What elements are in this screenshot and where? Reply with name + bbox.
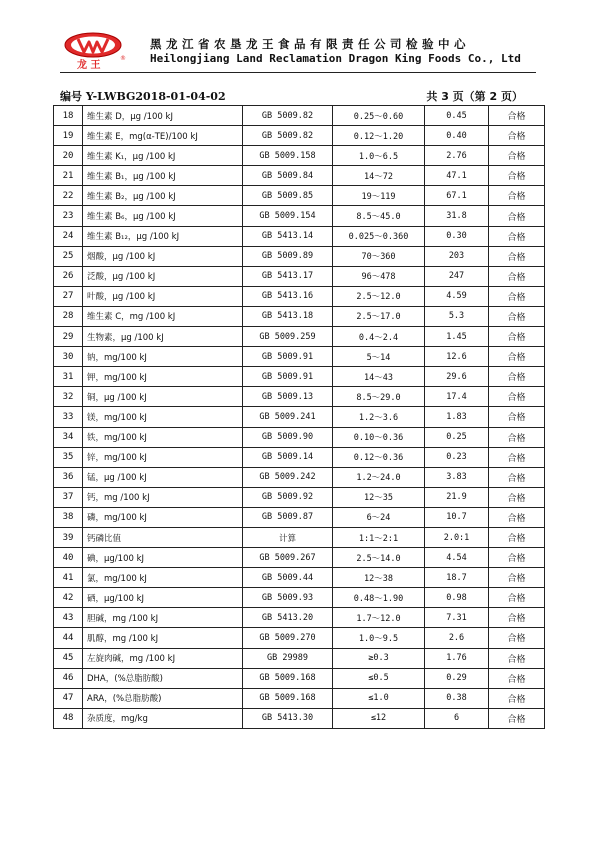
row-number: 46: [54, 668, 83, 688]
row-number: 45: [54, 648, 83, 668]
test-standard: GB 5009.154: [243, 206, 333, 226]
row-number: 40: [54, 548, 83, 568]
test-result: 17.4: [425, 387, 489, 407]
row-number: 19: [54, 126, 83, 146]
standard-requirement: 1.0～6.5: [333, 146, 425, 166]
table-row: [54, 588, 545, 608]
row-number: 26: [54, 266, 83, 286]
test-result: 18.7: [425, 568, 489, 588]
table-row: [54, 166, 545, 186]
test-standard: GB 5009.14: [243, 447, 333, 467]
table-row: [54, 688, 545, 708]
test-results-body: [54, 106, 545, 729]
table-row: [54, 306, 545, 326]
test-item: 钙磷比值: [83, 527, 243, 547]
row-number: 20: [54, 146, 83, 166]
table-row: [54, 527, 545, 547]
test-result: 0.45: [425, 106, 489, 126]
row-number: 29: [54, 327, 83, 347]
document-number: 编号 Y-LWBG2018-01-04-02: [60, 90, 226, 103]
test-standard: GB 5009.87: [243, 507, 333, 527]
test-standard: GB 5413.30: [243, 708, 333, 728]
test-standard: GB 5009.93: [243, 588, 333, 608]
org-name-en: Heilongjiang Land Reclamation Dragon King Foods Co., Ltd: [150, 52, 521, 65]
test-item: 磷，mg/100 kJ: [83, 507, 243, 527]
table-row: [54, 467, 545, 487]
standard-requirement: 70～360: [333, 246, 425, 266]
table-row: [54, 186, 545, 206]
standard-requirement: ≤1.0: [333, 688, 425, 708]
conclusion: 合格: [489, 527, 545, 547]
standard-requirement: 5～14: [333, 347, 425, 367]
page-info: 共 3 页（第 2 页）: [426, 90, 523, 103]
row-number: 43: [54, 608, 83, 628]
company-logo: [60, 30, 130, 70]
test-standard: GB 5009.267: [243, 548, 333, 568]
test-item: DHA，(%总脂肪酸): [83, 668, 243, 688]
test-standard: GB 5009.91: [243, 347, 333, 367]
row-number: 32: [54, 387, 83, 407]
conclusion: 合格: [489, 427, 545, 447]
row-number: 44: [54, 628, 83, 648]
row-number: 21: [54, 166, 83, 186]
test-result: 0.98: [425, 588, 489, 608]
test-result: 0.23: [425, 447, 489, 467]
test-item: 生物素，μg /100 kJ: [83, 327, 243, 347]
test-result: 47.1: [425, 166, 489, 186]
test-standard: GB 5413.14: [243, 226, 333, 246]
test-standard: GB 5009.158: [243, 146, 333, 166]
test-result: 4.59: [425, 286, 489, 306]
test-item: 维生素 E，mg(α-TE)/100 kJ: [83, 126, 243, 146]
test-standard: GB 5009.242: [243, 467, 333, 487]
row-number: 37: [54, 487, 83, 507]
conclusion: 合格: [489, 186, 545, 206]
test-standard: GB 5009.13: [243, 387, 333, 407]
test-item: 锌，mg/100 kJ: [83, 447, 243, 467]
table-row: [54, 226, 545, 246]
conclusion: 合格: [489, 306, 545, 326]
standard-requirement: 12～38: [333, 568, 425, 588]
conclusion: 合格: [489, 447, 545, 467]
test-result: 2.76: [425, 146, 489, 166]
table-row: [54, 106, 545, 126]
test-result: 5.3: [425, 306, 489, 326]
standard-requirement: 1.2～3.6: [333, 407, 425, 427]
conclusion: 合格: [489, 487, 545, 507]
table-row: [54, 206, 545, 226]
table-row: [54, 487, 545, 507]
test-item: 钾，mg/100 kJ: [83, 367, 243, 387]
standard-requirement: ≥0.3: [333, 648, 425, 668]
test-item: 肌醇，mg /100 kJ: [83, 628, 243, 648]
table-row: [54, 568, 545, 588]
test-result: 1.83: [425, 407, 489, 427]
test-result: 12.6: [425, 347, 489, 367]
logo-text: 龙 王: [77, 60, 101, 70]
standard-requirement: 6～24: [333, 507, 425, 527]
conclusion: 合格: [489, 407, 545, 427]
table-row: [54, 427, 545, 447]
row-number: 42: [54, 588, 83, 608]
standard-requirement: ≤0.5: [333, 668, 425, 688]
test-item: 泛酸，μg /100 kJ: [83, 266, 243, 286]
conclusion: 合格: [489, 367, 545, 387]
conclusion: 合格: [489, 327, 545, 347]
standard-requirement: 8.5～29.0: [333, 387, 425, 407]
standard-requirement: 2.5～17.0: [333, 306, 425, 326]
conclusion: 合格: [489, 126, 545, 146]
standard-requirement: 1:1～2:1: [333, 527, 425, 547]
standard-requirement: 0.10～0.36: [333, 427, 425, 447]
test-item: 锰，μg /100 kJ: [83, 467, 243, 487]
table-row: [54, 246, 545, 266]
conclusion: 合格: [489, 106, 545, 126]
test-result: 1.76: [425, 648, 489, 668]
standard-requirement: 0.25～0.60: [333, 106, 425, 126]
test-result: 4.54: [425, 548, 489, 568]
row-number: 35: [54, 447, 83, 467]
test-item: 镁，mg/100 kJ: [83, 407, 243, 427]
conclusion: 合格: [489, 226, 545, 246]
conclusion: 合格: [489, 166, 545, 186]
standard-requirement: 1.7～12.0: [333, 608, 425, 628]
row-number: 33: [54, 407, 83, 427]
standard-requirement: 8.5～45.0: [333, 206, 425, 226]
test-standard: GB 5009.92: [243, 487, 333, 507]
test-item: 维生素 D，μg /100 kJ: [83, 106, 243, 126]
test-standard: 计算: [243, 527, 333, 547]
test-standard: GB 29989: [243, 648, 333, 668]
test-item: 烟酸，μg /100 kJ: [83, 246, 243, 266]
table-row: [54, 367, 545, 387]
conclusion: 合格: [489, 347, 545, 367]
test-result: 0.38: [425, 688, 489, 708]
header-divider: [60, 72, 536, 73]
row-number: 30: [54, 347, 83, 367]
test-result: 7.31: [425, 608, 489, 628]
test-result: 0.30: [425, 226, 489, 246]
test-item: ARA，(%总脂肪酸): [83, 688, 243, 708]
test-result: 0.25: [425, 427, 489, 447]
standard-requirement: 2.5～14.0: [333, 548, 425, 568]
row-number: 41: [54, 568, 83, 588]
test-result: 3.83: [425, 467, 489, 487]
conclusion: 合格: [489, 266, 545, 286]
table-row: [54, 628, 545, 648]
test-standard: GB 5413.16: [243, 286, 333, 306]
conclusion: 合格: [489, 507, 545, 527]
test-standard: GB 5413.18: [243, 306, 333, 326]
conclusion: 合格: [489, 568, 545, 588]
table-row: [54, 266, 545, 286]
test-result: 31.8: [425, 206, 489, 226]
row-number: 18: [54, 106, 83, 126]
conclusion: 合格: [489, 286, 545, 306]
row-number: 47: [54, 688, 83, 708]
standard-requirement: 14～43: [333, 367, 425, 387]
row-number: 22: [54, 186, 83, 206]
table-row: [54, 146, 545, 166]
test-item: 氯，mg/100 kJ: [83, 568, 243, 588]
test-standard: GB 5009.90: [243, 427, 333, 447]
test-standard: GB 5009.259: [243, 327, 333, 347]
report-header: [60, 30, 540, 74]
row-number: 36: [54, 467, 83, 487]
standard-requirement: 0.12～0.36: [333, 447, 425, 467]
test-standard: GB 5009.89: [243, 246, 333, 266]
test-standard: GB 5009.270: [243, 628, 333, 648]
test-result: 0.29: [425, 668, 489, 688]
conclusion: 合格: [489, 206, 545, 226]
conclusion: 合格: [489, 608, 545, 628]
test-standard: GB 5009.241: [243, 407, 333, 427]
test-standard: GB 5413.17: [243, 266, 333, 286]
test-standard: GB 5009.168: [243, 688, 333, 708]
standard-requirement: 0.025～0.360: [333, 226, 425, 246]
org-name-cn: 黑龙江省农垦龙王食品有限责任公司检验中心: [150, 37, 470, 51]
test-standard: GB 5009.44: [243, 568, 333, 588]
test-result: 2.6: [425, 628, 489, 648]
test-result: 6: [425, 708, 489, 728]
table-row: [54, 608, 545, 628]
row-number: 34: [54, 427, 83, 447]
test-item: 维生素 C，mg /100 kJ: [83, 306, 243, 326]
row-number: 25: [54, 246, 83, 266]
test-item: 杂质度，mg/kg: [83, 708, 243, 728]
test-result: 67.1: [425, 186, 489, 206]
test-result: 29.6: [425, 367, 489, 387]
row-number: 23: [54, 206, 83, 226]
test-result: 0.40: [425, 126, 489, 146]
test-item: 碘，μg/100 kJ: [83, 548, 243, 568]
test-item: 胆碱，mg /100 kJ: [83, 608, 243, 628]
table-row: [54, 126, 545, 146]
test-result: 21.9: [425, 487, 489, 507]
table-row: [54, 347, 545, 367]
conclusion: 合格: [489, 668, 545, 688]
test-standard: GB 5009.82: [243, 106, 333, 126]
conclusion: 合格: [489, 246, 545, 266]
row-number: 24: [54, 226, 83, 246]
test-item: 左旋肉碱，mg /100 kJ: [83, 648, 243, 668]
test-item: 钙，mg /100 kJ: [83, 487, 243, 507]
table-row: [54, 286, 545, 306]
conclusion: 合格: [489, 588, 545, 608]
row-number: 48: [54, 708, 83, 728]
row-number: 28: [54, 306, 83, 326]
row-number: 31: [54, 367, 83, 387]
test-result: 2.0:1: [425, 527, 489, 547]
test-standard: GB 5009.84: [243, 166, 333, 186]
conclusion: 合格: [489, 628, 545, 648]
table-row: [54, 708, 545, 728]
standard-requirement: 12～35: [333, 487, 425, 507]
test-results-table: [53, 105, 545, 729]
conclusion: 合格: [489, 648, 545, 668]
test-result: 203: [425, 246, 489, 266]
registered-mark: ®: [120, 55, 126, 62]
table-row: [54, 507, 545, 527]
standard-requirement: 0.48～1.90: [333, 588, 425, 608]
standard-requirement: 96～478: [333, 266, 425, 286]
table-row: [54, 407, 545, 427]
table-row: [54, 548, 545, 568]
test-result: 10.7: [425, 507, 489, 527]
conclusion: 合格: [489, 387, 545, 407]
test-standard: GB 5413.20: [243, 608, 333, 628]
test-result: 247: [425, 266, 489, 286]
standard-requirement: ≤12: [333, 708, 425, 728]
standard-requirement: 1.2～24.0: [333, 467, 425, 487]
table-row: [54, 648, 545, 668]
standard-requirement: 1.0～9.5: [333, 628, 425, 648]
test-item: 维生素 B₁₂，μg /100 kJ: [83, 226, 243, 246]
test-item: 硒，μg/100 kJ: [83, 588, 243, 608]
test-standard: GB 5009.168: [243, 668, 333, 688]
row-number: 38: [54, 507, 83, 527]
test-item: 维生素 B₁，μg /100 kJ: [83, 166, 243, 186]
row-number: 27: [54, 286, 83, 306]
standard-requirement: 0.12～1.20: [333, 126, 425, 146]
conclusion: 合格: [489, 467, 545, 487]
table-row: [54, 447, 545, 467]
conclusion: 合格: [489, 708, 545, 728]
table-row: [54, 668, 545, 688]
standard-requirement: 14～72: [333, 166, 425, 186]
conclusion: 合格: [489, 548, 545, 568]
test-standard: GB 5009.91: [243, 367, 333, 387]
test-item: 维生素 K₁，μg /100 kJ: [83, 146, 243, 166]
test-standard: GB 5009.82: [243, 126, 333, 146]
table-row: [54, 327, 545, 347]
test-item: 钠，mg/100 kJ: [83, 347, 243, 367]
conclusion: 合格: [489, 688, 545, 708]
test-item: 铜，μg /100 kJ: [83, 387, 243, 407]
standard-requirement: 0.4～2.4: [333, 327, 425, 347]
test-standard: GB 5009.85: [243, 186, 333, 206]
conclusion: 合格: [489, 146, 545, 166]
test-item: 铁，mg/100 kJ: [83, 427, 243, 447]
standard-requirement: 2.5～12.0: [333, 286, 425, 306]
row-number: 39: [54, 527, 83, 547]
test-item: 维生素 B₆，μg /100 kJ: [83, 206, 243, 226]
test-result: 1.45: [425, 327, 489, 347]
standard-requirement: 19～119: [333, 186, 425, 206]
test-item: 叶酸，μg /100 kJ: [83, 286, 243, 306]
table-row: [54, 387, 545, 407]
test-item: 维生素 B₂，μg /100 kJ: [83, 186, 243, 206]
